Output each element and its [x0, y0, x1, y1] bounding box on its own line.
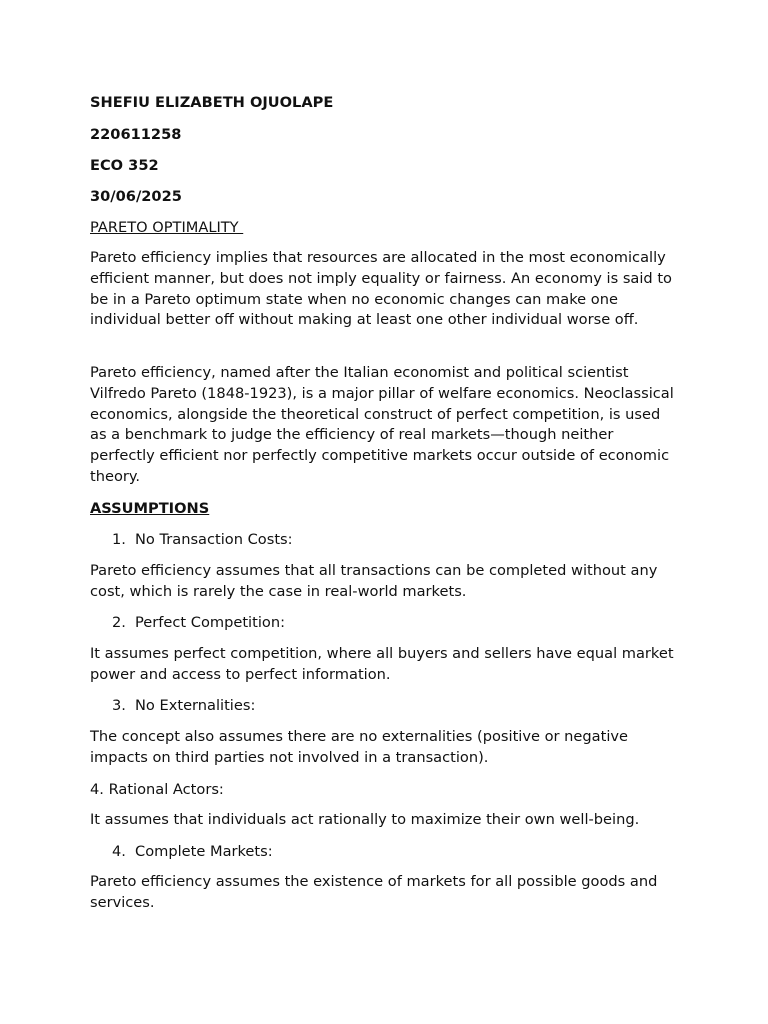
- assumption-label: No Externalities:: [135, 697, 256, 714]
- document-date: 30/06/2025: [90, 188, 182, 205]
- paragraph-history: Pareto efficiency, named after the Italian economist and political scientist Vilfredo Pareto (1848-1923), is a major pillar of welfare economics. Neoclassical economics, alongside the theoretical construct of perfect competition, is used as a benchmark to judge the efficiency of real markets—though neither perfectly efficient nor perfectly competitive markets occur outside of economic theory.: [90, 364, 674, 485]
- assumption-item: [112, 695, 255, 716]
- document-title: PARETO OPTIMALITY: [90, 219, 244, 236]
- assumption-number: 4.: [90, 781, 104, 798]
- paragraph-definition: Pareto efficiency implies that resources are allocated in the most economically efficient manner, but does not imply equality or fairness. An economy is said to be in a Pareto optimum state when no economic changes can make one individual better off without making at least one other individual worse off.: [90, 249, 672, 329]
- assumption-number: 3.: [112, 697, 126, 714]
- assumption-label: No Transaction Costs:: [135, 531, 293, 548]
- student-id: 220611258: [90, 126, 182, 143]
- assumption-label: Rational Actors:: [108, 781, 224, 798]
- assumption-item: [112, 841, 273, 862]
- assumption-text: It assumes that individuals act rationally to maximize their own well-being.: [90, 811, 640, 828]
- assumption-text: The concept also assumes there are no externalities (positive or negative impacts on third parties not involved in a transaction).: [90, 728, 628, 766]
- assumption-text: It assumes perfect competition, where all buyers and sellers have equal market power and access to perfect information.: [90, 645, 674, 683]
- assumption-text: Pareto efficiency assumes that all transactions can be completed without any cost, which is rarely the case in real-world markets.: [90, 562, 658, 600]
- assumption-item: [112, 612, 285, 633]
- assumption-label: Perfect Competition:: [135, 614, 285, 631]
- assumption-item: [90, 779, 224, 800]
- assumption-number: 4.: [112, 843, 126, 860]
- assumptions-heading: ASSUMPTIONS: [90, 500, 210, 517]
- assumption-text: Pareto efficiency assumes the existence of markets for all possible goods and services.: [90, 873, 658, 911]
- author-name: SHEFIU ELIZABETH OJUOLAPE: [90, 94, 334, 111]
- assumption-label: Complete Markets:: [135, 843, 273, 860]
- assumption-number: 2.: [112, 614, 126, 631]
- assumption-item: [112, 529, 293, 550]
- course-code: ECO 352: [90, 157, 159, 174]
- assumption-number: 1.: [112, 531, 126, 548]
